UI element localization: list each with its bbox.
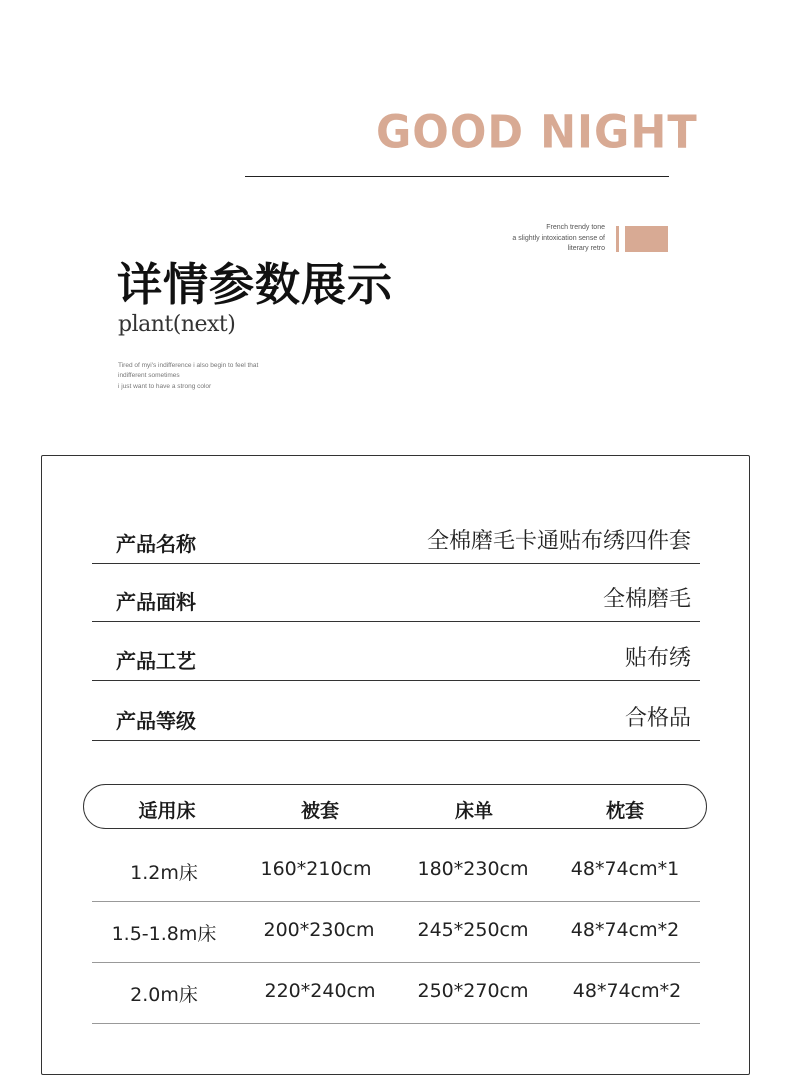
tone-caption [460, 223, 605, 255]
spec-label: 产品工艺 [116, 649, 196, 673]
spec-value: 合格品 [624, 706, 691, 731]
table-cell: 160*210cm [260, 858, 372, 880]
brand-name: plant(next) [118, 312, 236, 337]
table-cell: 250*270cm [417, 980, 529, 1002]
accent-swatch [625, 226, 668, 252]
table-cell: 48*74cm*1 [570, 858, 680, 880]
page-title: 详情参数展示 [117, 258, 394, 311]
spec-label: 产品面料 [116, 590, 196, 614]
tone-line: a slightly intoxication sense of [512, 234, 605, 242]
header-divider [245, 176, 669, 177]
spec-row-fabric [92, 563, 700, 622]
accent-bar [616, 226, 619, 252]
table-cell: 48*74cm*2 [570, 919, 680, 941]
spec-value: 贴布绣 [624, 646, 691, 671]
good-night-title: GOOD NIGHT [376, 106, 698, 160]
table-cell: 1.2m床 [130, 862, 198, 884]
tone-line: literary retro [567, 245, 605, 252]
spec-row-name [92, 505, 700, 564]
spec-row-craft [92, 622, 700, 681]
table-row [92, 840, 700, 902]
spec-value: 全棉磨毛 [602, 587, 691, 612]
table-cell: 180*230cm [417, 858, 529, 880]
spec-label: 产品等级 [116, 709, 196, 733]
table-cell: 245*250cm [417, 919, 529, 941]
table-cell: 2.0m床 [130, 984, 198, 1006]
tagline [118, 361, 258, 392]
table-cell: 200*230cm [263, 919, 375, 941]
size-table-header [83, 784, 707, 829]
tone-line: French trendy tone [546, 224, 605, 231]
column-header-bed: 适用床 [138, 800, 196, 822]
table-cell: 1.5-1.8m床 [111, 923, 217, 945]
spec-value: 全棉磨毛卡通贴布绣四件套 [426, 529, 691, 554]
tagline-line: i just want to have a strong color [118, 382, 212, 390]
tagline-line: indifferent sometimes [118, 372, 180, 380]
column-header-duvet: 被套 [300, 800, 340, 822]
spec-row-grade [92, 682, 700, 741]
table-row [92, 901, 700, 963]
spec-label: 产品名称 [116, 532, 196, 556]
column-header-sheet: 床单 [454, 800, 494, 822]
table-cell: 48*74cm*2 [572, 980, 682, 1002]
tagline-line: Tired of myi's indifference i also begin to feel that [118, 362, 259, 369]
table-row [92, 962, 700, 1024]
column-header-pillowcase: 枕套 [605, 800, 645, 822]
table-cell: 220*240cm [264, 980, 376, 1002]
